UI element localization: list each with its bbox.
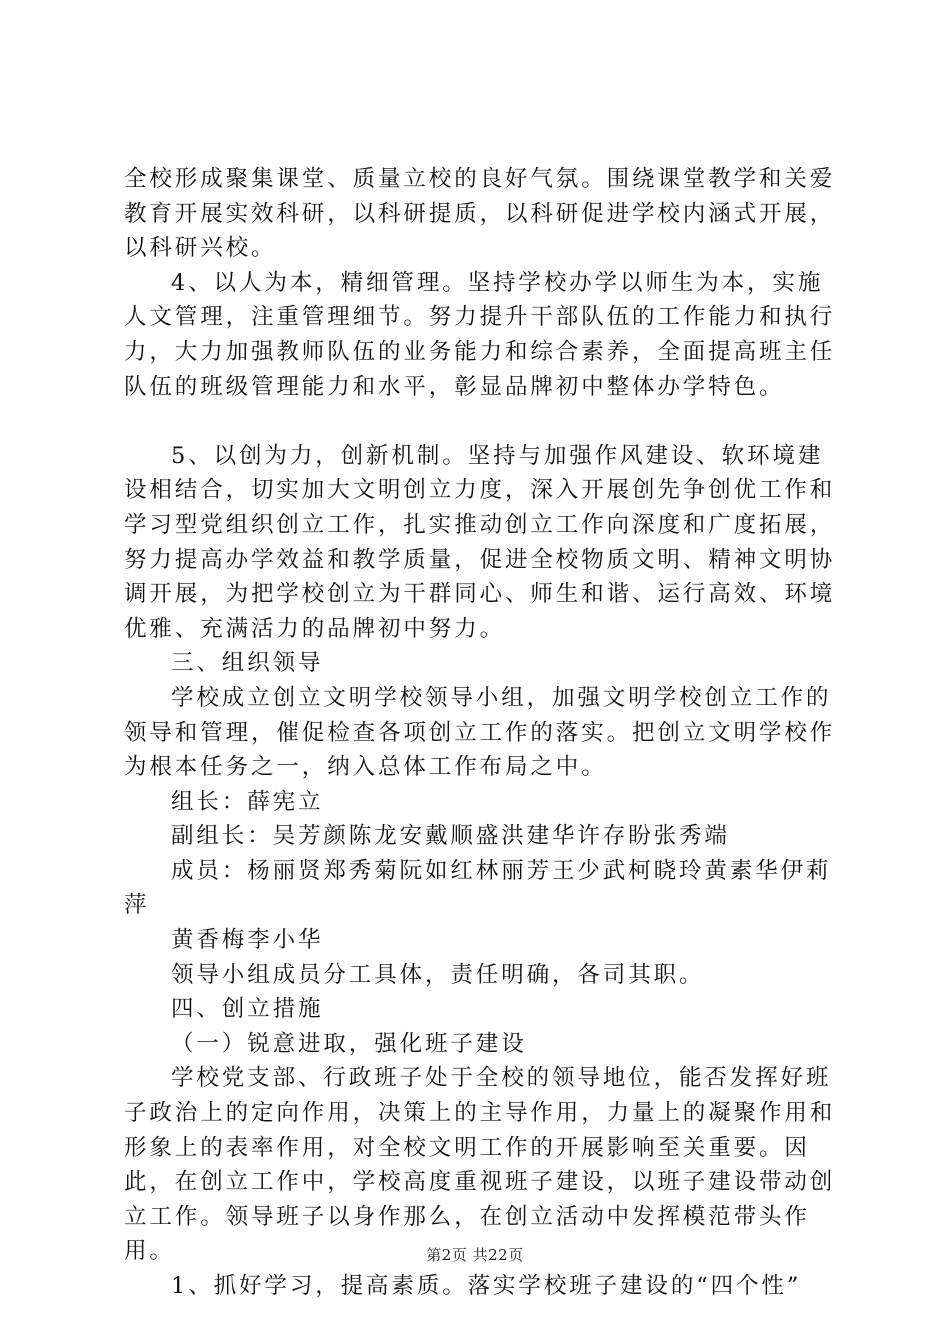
members-continued: 黄香梅李小华 [171,927,324,954]
paragraph-continuation: 全校形成聚集课堂、质量立校的良好气氛。围绕课堂教学和关爱教育开展实效科研，以科研提质，以科研促进学校内涵式开展，以科研兴校。 [124,166,836,262]
section-heading-organization: 三、组织领导 [171,650,324,677]
document-body [124,162,840,1304]
paragraph-organization: 学校成立创立文明学校领导小组，加强文明学校创立工作的领导和管理，催促检查各项创立工作的落实。把创立文明学校作为根本任务之一，纳入总体工作布局之中。 [124,684,836,781]
deputy-leaders: 副组长：吴芳颜陈龙安戴顺盛洪建华许存盼张秀端 [171,823,730,850]
paragraph-leadership: 学校党支部、行政班子处于全校的领导地位，能否发挥好班子政治上的定向作用，决策上的主导作用，力量上的凝聚作用和形象上的表率作用，对全校文明工作的开展影响至关重要。因此，在创立工作中，学校高度重视班子建设，以班子建设带动创立工作。领导班子以身作那么，在创立活动中发挥模范带头作用。 [124,1065,836,1265]
paragraph-item-1: 1、抓好学习，提高素质。落实学校班子建设的“四个性” [171,1273,802,1299]
subsection-heading-leadership: （一）锐意进取，强化班子建设 [171,1030,527,1057]
page-footer: 第2页 共22页 [426,1246,524,1264]
group-leader: 组长：薛宪立 [171,788,324,815]
members: 成员：杨丽贤郑秀菊阮如红林丽芳王少武柯晓玲黄素华伊莉萍 [124,857,832,919]
paragraph-item-4: 4、以人为本，精细管理。坚持学校办学以师生为本，实施人文管理，注重管理细节。努力提升干部队伍的工作能力和执行力，大力加强教师队伍的业务能力和综合素养，全面提高班主任队伍的班级管理能力和水平，彰显品牌初中整体办学特色。 [124,269,836,400]
paragraph-responsibilities: 领导小组成员分工具体，责任明确，各司其职。 [171,961,705,988]
section-heading-measures: 四、创立措施 [171,996,324,1023]
paragraph-item-5: 5、以创为力，创新机制。坚持与加强作风建设、软环境建设相结合，切实加大文明创立力度，深入开展创先争创优工作和学习型党组织创立工作，扎实推动创立工作向深度和广度拓展，努力提高办学效益和教学质量，促进全校物质文明、精神文明协调开展，为把学校创立为干群同心、师生和谐、运行高效、环境优雅、充满活力的品牌初中努力。 [124,442,836,642]
